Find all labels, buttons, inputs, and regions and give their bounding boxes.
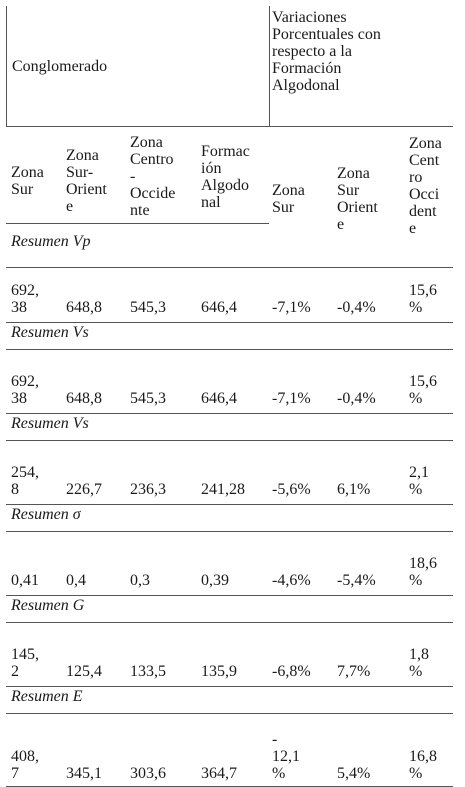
- column-header: Zona Sur- Orient e: [66, 147, 107, 215]
- data-table: [6, 6, 453, 787]
- table-cell: 692, 38: [11, 282, 39, 316]
- table-cell: 254, 8: [11, 464, 39, 498]
- table-cell: -7,1%: [272, 299, 311, 316]
- table-cell: 2,1 %: [409, 464, 429, 498]
- table-cell: 0,41: [11, 572, 39, 589]
- table-cell: 16,8 %: [409, 748, 437, 782]
- section-header-row: [6, 686, 453, 714]
- table-cell: 345,1: [66, 765, 102, 782]
- section-title: Resumen Vp: [11, 233, 91, 250]
- table-row: [6, 352, 453, 407]
- table-cell: 236,3: [130, 481, 166, 498]
- table-cell: 226,7: [66, 481, 102, 498]
- table-cell: 0,3: [130, 572, 150, 589]
- column-header: Zona Centro - Occide nte: [130, 134, 176, 219]
- table-cell: -4,6%: [272, 572, 311, 589]
- section-header-row: [6, 322, 453, 350]
- table-cell: -0,4%: [337, 299, 376, 316]
- column-header: Zona Cent ro Occi dent e: [409, 135, 442, 237]
- table-cell: 15,6 %: [409, 373, 437, 407]
- table-row: [6, 534, 453, 589]
- table-cell: 133,5: [130, 663, 166, 680]
- table-cell: 364,7: [201, 765, 237, 782]
- table-cell: -0,4%: [337, 390, 376, 407]
- table-cell: -6,8%: [272, 663, 311, 680]
- table-cell: 408, 7: [11, 748, 39, 782]
- table-cell: 0,4: [66, 572, 86, 589]
- group-header-conglomerado: Conglomerado: [12, 57, 108, 75]
- section-header-row: [6, 504, 453, 532]
- table-row: [6, 443, 453, 498]
- group-header-row: [6, 6, 453, 126]
- section-title: Resumen G: [11, 597, 85, 614]
- table-cell: 7,7%: [337, 663, 371, 680]
- table-row: [6, 261, 453, 316]
- table-cell: 1,8 %: [409, 646, 429, 680]
- group-header-variaciones: Variaciones Porcentuales con respecto a la Formación Algodonal: [272, 9, 381, 94]
- table-cell: 545,3: [130, 299, 166, 316]
- table-cell: 692, 38: [11, 373, 39, 407]
- section-title: Resumen σ: [11, 506, 81, 523]
- column-header: Zona Sur: [11, 164, 44, 198]
- table-cell: 15,6 %: [409, 282, 437, 316]
- section-title: Resumen E: [11, 688, 83, 705]
- table-cell: 145, 2: [11, 646, 39, 680]
- table-cell: 646,4: [201, 299, 237, 316]
- table-cell: 5,4%: [337, 765, 371, 782]
- column-header: Formac ión Algodo nal: [201, 143, 250, 211]
- table-row: [6, 625, 453, 680]
- table-cell: 648,8: [66, 390, 102, 407]
- table-cell: -7,1%: [272, 390, 311, 407]
- table-cell: 241,28: [201, 481, 245, 498]
- table-cell: 545,3: [130, 390, 166, 407]
- table-cell: 125,4: [66, 663, 102, 680]
- table-cell: 135,9: [201, 663, 237, 680]
- table-cell: -5,4%: [337, 572, 376, 589]
- column-header: Zona Sur Orient e: [337, 165, 378, 233]
- table-cell: 303,6: [130, 765, 166, 782]
- table-cell: 0,39: [201, 572, 229, 589]
- section-header-row: [6, 595, 453, 623]
- table-row: [6, 722, 453, 782]
- table-cell: 646,4: [201, 390, 237, 407]
- section-header-row: [6, 413, 453, 441]
- table-cell: 6,1%: [337, 481, 371, 498]
- section-title: Resumen Vs: [11, 415, 89, 432]
- column-header: Zona Sur: [272, 182, 305, 216]
- table-cell: - 12,1 %: [272, 731, 300, 782]
- table-cell: -5,6%: [272, 481, 311, 498]
- section-title: Resumen Vs: [11, 324, 89, 341]
- table-cell: 648,8: [66, 299, 102, 316]
- table-cell: 18,6 %: [409, 555, 437, 589]
- column-header-row: [6, 127, 453, 250]
